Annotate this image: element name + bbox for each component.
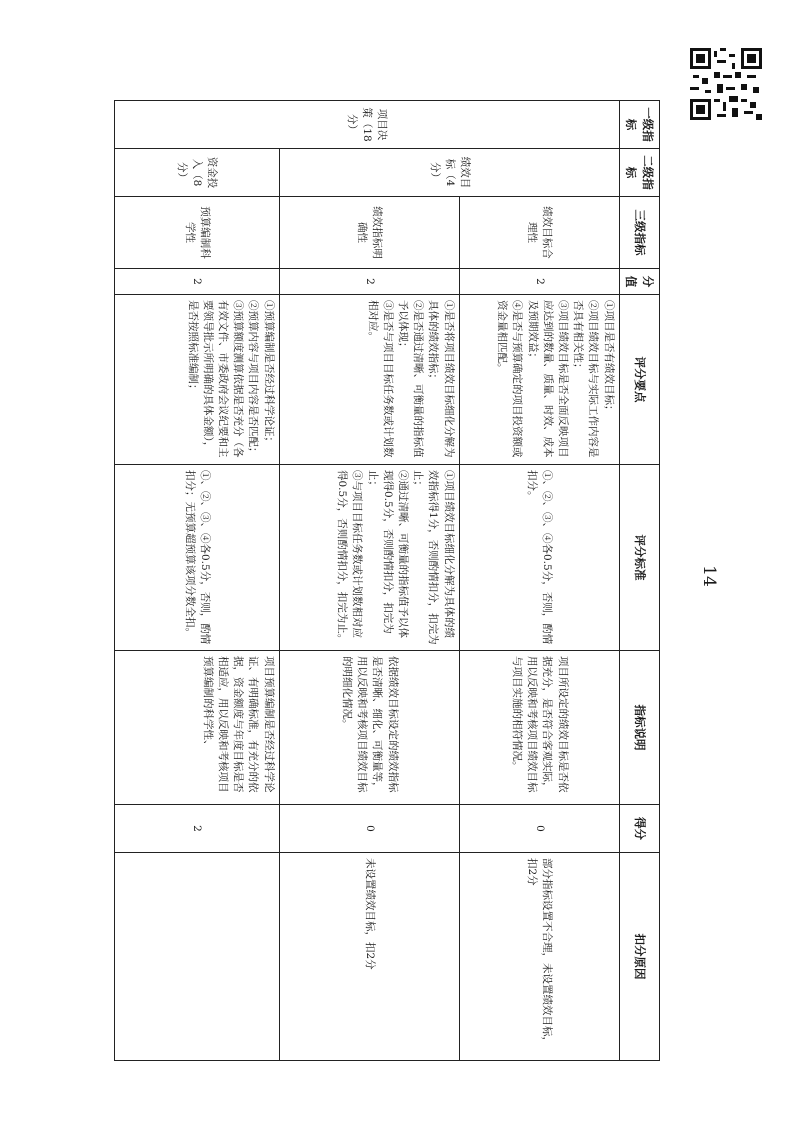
header-points: 评分要点 xyxy=(619,295,659,465)
explanation-cell: 项目预算编制是否经过科学论证、有明确标准，有充分的依据，资金额度与年度目标是否相适应，用以反映和考核项目预算编制的科学性、 xyxy=(114,651,279,805)
points-cell xyxy=(459,295,619,465)
point-line: ②是否通过清晰、可衡量的指标值予以体现； xyxy=(397,300,425,458)
point-line: ④是否与预算确定的项目投资额或资金量相匹配。 xyxy=(496,300,524,458)
header-level2: 二级指标 xyxy=(619,149,659,197)
standard-line: ②通过清晰、可衡量的指标值予以体现得0.5分，否则酌情扣分，扣完为止； xyxy=(366,470,409,638)
header-level3: 三级指标 xyxy=(619,197,659,269)
explanation-cell: 依据绩效目标设定的绩效指标是否清晰、细化、可衡量等，用以反映和考核项目绩效目标的明细化情况。 xyxy=(279,651,459,805)
deduction-cell xyxy=(114,853,279,1061)
table-row xyxy=(459,101,619,1061)
level1-label: 项目决策（18分） xyxy=(346,107,389,142)
point-line: ②项目绩效目标与实际工作内容是否具有相关性； xyxy=(572,300,600,458)
points-cell xyxy=(114,295,279,465)
standard-cell xyxy=(459,465,619,651)
explanation-cell: 项目所设定的绩效目标是否依据充分，是否符合客观实际，用以反映和考核项目绩效目标与项目实施的相符情况。 xyxy=(459,651,619,805)
header-row xyxy=(619,101,659,1061)
score-value-cell: 2 xyxy=(114,269,279,295)
evaluation-table xyxy=(114,100,660,1061)
standard-line: ①、②、③、④各0.5分，否则，酌情扣分。 xyxy=(526,470,554,645)
score-value-cell: 2 xyxy=(279,269,459,295)
qr-code xyxy=(690,48,762,120)
point-line: ①项目是否有绩效目标； xyxy=(602,300,615,416)
point-line: ①预算编制是否经过科学论证； xyxy=(262,300,275,447)
header-score-value: 分值 xyxy=(619,269,659,295)
deduction-cell: 部分指标设置不合理，未设置绩效目标，扣2分 xyxy=(459,853,619,1061)
header-explanation: 指标说明 xyxy=(619,651,659,805)
header-level1: 一级指标 xyxy=(619,101,659,149)
standard-line: ③与项目目标任务数或计划数相对应得0.5分，否则酌情扣分，扣完为止。 xyxy=(336,470,364,645)
page-number: 14 xyxy=(698,565,719,587)
score-cell: 0 xyxy=(459,805,619,853)
header-score: 得分 xyxy=(619,805,659,853)
point-line: ③是否与项目目标任务数或计划数相对应。 xyxy=(366,300,394,458)
point-line: ③项目绩效目标是否全面反映项目应达到的数量、质量、时效、成本及预期效益； xyxy=(526,300,569,458)
score-cell: 2 xyxy=(114,805,279,853)
level2-cell: 绩效目标（4分） xyxy=(279,149,619,197)
standard-line: ①项目绩效目标细化分解为具体的绩效指标得1分，否则酌情扣分，扣完为止； xyxy=(412,470,455,645)
score-cell: 0 xyxy=(279,805,459,853)
level1-cell xyxy=(114,101,619,149)
deduction-cell: 未设置绩效目标，扣2分 xyxy=(279,853,459,1061)
standard-cell xyxy=(279,465,459,651)
level3-cell: 绩效目标合理性 xyxy=(459,197,619,269)
point-line: ③预算额度测算依据是否充分（各有效文件、市委政府会议纪要和主要领导批示所明确的具体金额），是否按照标准编制； xyxy=(186,300,245,458)
point-line: ②预算内容与项目内容是否匹配； xyxy=(247,300,260,458)
level2-cell: 资金投入（8分） xyxy=(114,149,279,197)
header-standard: 评分标准 xyxy=(619,465,659,651)
standard-cell xyxy=(114,465,279,651)
table-row xyxy=(279,101,459,1061)
level3-cell: 绩效指标明确性 xyxy=(279,197,459,269)
header-deduction: 扣分原因 xyxy=(619,853,659,1061)
rotated-table-wrapper xyxy=(115,100,660,1060)
point-line: ①是否将项目绩效目标细化分解为具体的绩效指标； xyxy=(427,300,455,458)
score-value-cell: 2 xyxy=(459,269,619,295)
table-row xyxy=(114,101,279,1061)
level3-cell: 预算编制科学性 xyxy=(114,197,279,269)
points-cell xyxy=(279,295,459,465)
standard-line: ①、②、③、④各0.5分，否则，酌情扣分；无预算超预算该项分数全扣。 xyxy=(183,470,211,645)
